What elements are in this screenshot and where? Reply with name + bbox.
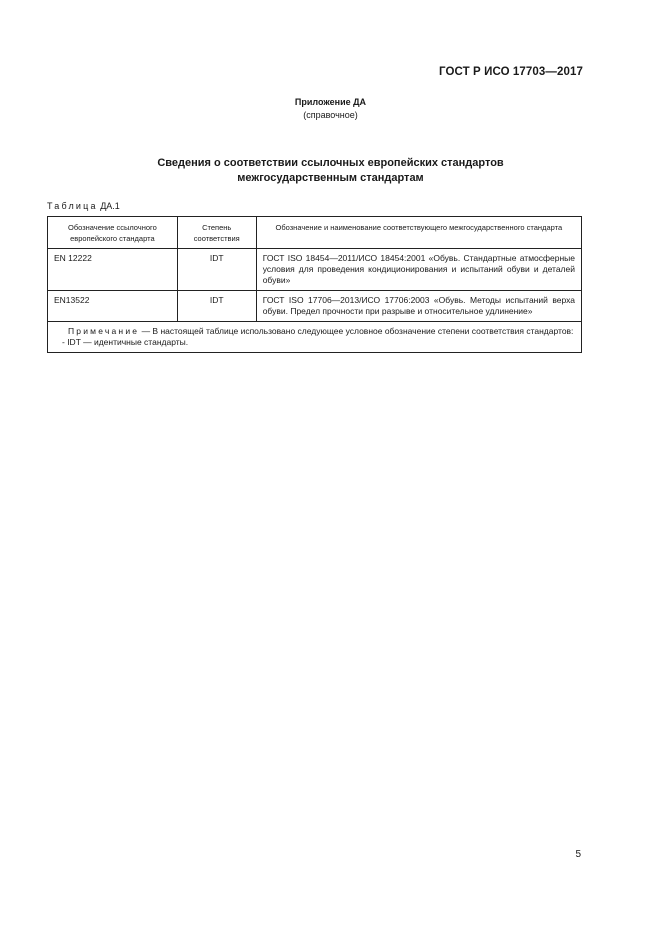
document-title-line-2: межгосударственным стандартам [237, 172, 424, 184]
table-caption-number: ДА.1 [97, 201, 120, 211]
note-text [54, 326, 575, 337]
document-title-line-1: Сведения о соответствии ссылочных европейских стандартов [157, 157, 504, 169]
cell-degree: IDT [177, 291, 256, 322]
note-body: — В настоящей таблице использовано следующее условное обозначение степени соответствия стандартов: [139, 326, 574, 336]
table-note-row [48, 322, 582, 353]
header-code: Обозначение ссылочного европейского стандарта [48, 217, 178, 249]
table-header-row [48, 217, 582, 249]
document-title [0, 156, 661, 186]
table-row [48, 291, 582, 322]
standard-designation: ГОСТ Р ИСО 17703—2017 [438, 66, 583, 78]
table-row [48, 249, 582, 291]
table-note [48, 322, 582, 353]
correspondence-table [47, 216, 582, 353]
cell-code: EN13522 [48, 291, 178, 322]
cell-name: ГОСТ ISO 17706—2013/ИСО 17706:2003 «Обувь. Методы испытаний верха обуви. Предел прочности при разрыве и относительное удлинение» [256, 291, 581, 322]
appendix-title: Приложение ДА [294, 97, 367, 107]
table-caption-word: Таблица [47, 201, 98, 211]
note-label: Примечание [68, 326, 140, 336]
appendix-subtitle: (справочное) [303, 110, 358, 120]
header-degree: Степень соответствия [177, 217, 256, 249]
cell-degree: IDT [177, 249, 256, 291]
header-name: Обозначение и наименование соответствующего межгосударственного стандарта [256, 217, 581, 249]
table-caption [47, 201, 120, 211]
page-number: 5 [575, 849, 581, 860]
cell-name: ГОСТ ISO 18454—2011/ИСО 18454:2001 «Обувь. Стандартные атмосферные условия для проведения кондиционирования и испытаний обуви и деталей обуви» [256, 249, 581, 291]
appendix-heading [0, 96, 661, 122]
cell-code: EN 12222 [48, 249, 178, 291]
note-item: - IDT — идентичные стандарты. [62, 337, 189, 347]
